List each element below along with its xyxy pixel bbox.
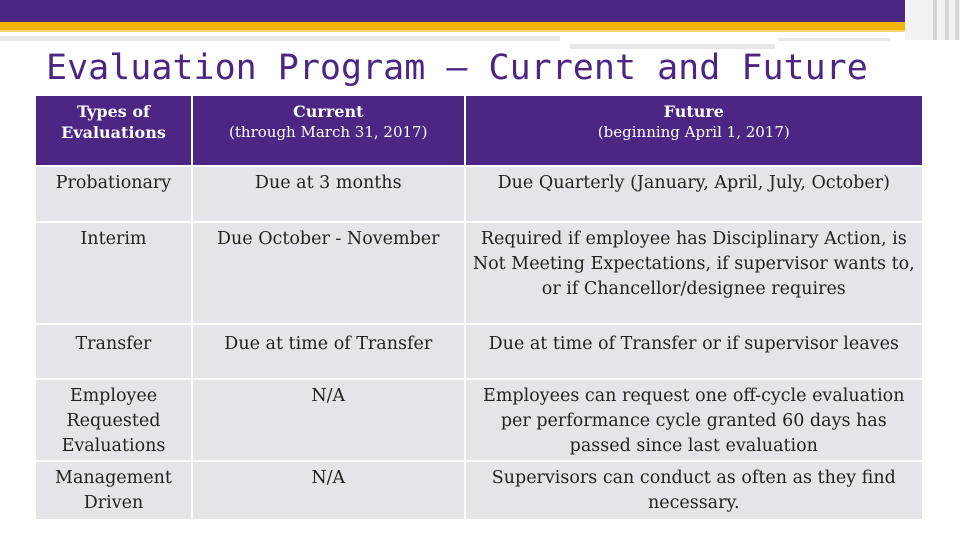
cell-current: Due October - November bbox=[193, 223, 466, 325]
header-current-sub: (through March 31, 2017) bbox=[229, 123, 428, 141]
corner-stripe bbox=[945, 0, 949, 40]
cell-current: N/A bbox=[193, 462, 466, 521]
header-future bbox=[466, 96, 924, 167]
slide-title: Evaluation Program – Current and Future bbox=[46, 48, 868, 88]
header-types bbox=[36, 96, 193, 167]
cell-type: Transfer bbox=[36, 325, 193, 380]
table-header-row bbox=[36, 96, 924, 167]
table-row bbox=[36, 462, 924, 521]
corner-stripe bbox=[933, 0, 937, 40]
top-banner bbox=[0, 0, 960, 22]
table-row bbox=[36, 167, 924, 223]
header-future-sub: (beginning April 1, 2017) bbox=[597, 123, 790, 141]
cell-current: Due at time of Transfer bbox=[193, 325, 466, 380]
corner-stripe bbox=[955, 0, 959, 40]
evaluation-table bbox=[36, 96, 924, 521]
cell-future: Employees can request one off-cycle evaluation per performance cycle granted 60 days has passed since last evaluation bbox=[466, 380, 924, 462]
header-current bbox=[193, 96, 466, 167]
corner-decoration bbox=[905, 0, 960, 40]
table-row bbox=[36, 380, 924, 462]
table-row bbox=[36, 325, 924, 380]
gold-rule bbox=[0, 22, 905, 30]
header-future-label: Future bbox=[663, 102, 724, 121]
cell-current: N/A bbox=[193, 380, 466, 462]
decorative-bar bbox=[778, 38, 890, 41]
header-current-label: Current bbox=[293, 102, 364, 121]
gold-rule-thin bbox=[0, 30, 905, 32]
cell-future: Due at time of Transfer or if supervisor leaves bbox=[466, 325, 924, 380]
cell-future: Due Quarterly (January, April, July, October) bbox=[466, 167, 924, 223]
table-row bbox=[36, 223, 924, 325]
header-types-line2: Evaluations bbox=[61, 123, 166, 142]
cell-future: Required if employee has Disciplinary Action, is Not Meeting Expectations, if supervisor wants to, or if Chancellor/designee requires bbox=[466, 223, 924, 325]
cell-type: Employee Requested Evaluations bbox=[36, 380, 193, 462]
cell-future: Supervisors can conduct as often as they find necessary. bbox=[466, 462, 924, 521]
cell-type: Management Driven bbox=[36, 462, 193, 521]
decorative-bar bbox=[0, 36, 560, 41]
header-types-line1: Types of bbox=[76, 102, 150, 121]
cell-type: Probationary bbox=[36, 167, 193, 223]
cell-type: Interim bbox=[36, 223, 193, 325]
cell-current: Due at 3 months bbox=[193, 167, 466, 223]
